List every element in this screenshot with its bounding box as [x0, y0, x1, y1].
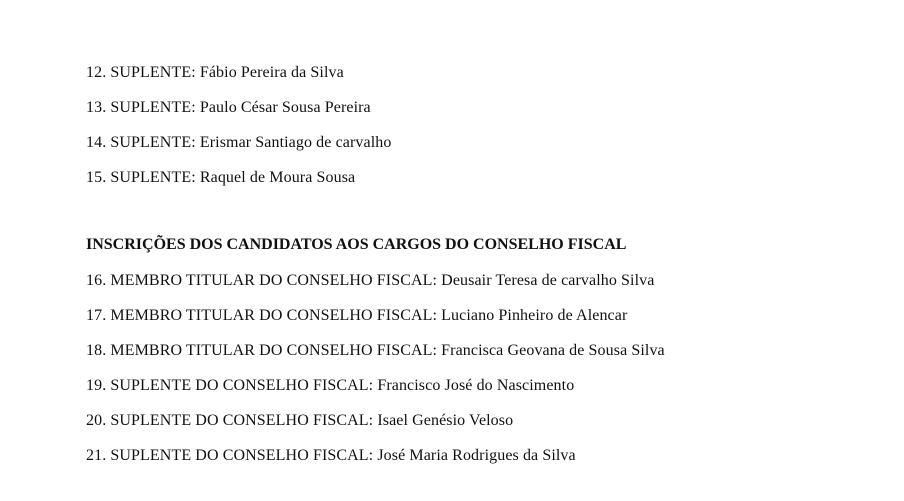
list-item: 20. SUPLENTE DO CONSELHO FISCAL: Isael Genésio Veloso	[86, 412, 514, 429]
list-item: 15. SUPLENTE: Raquel de Moura Sousa	[86, 169, 356, 186]
list-item: 17. MEMBRO TITULAR DO CONSELHO FISCAL: Luciano Pinheiro de Alencar	[86, 307, 628, 324]
suplentes-list	[86, 61, 866, 201]
section-heading-conselho-fiscal: INSCRIÇÕES DOS CANDIDATOS AOS CARGOS DO CONSELHO FISCAL	[86, 236, 627, 253]
list-item: 13. SUPLENTE: Paulo César Sousa Pereira	[86, 99, 371, 116]
list-item: 21. SUPLENTE DO CONSELHO FISCAL: José Maria Rodrigues da Silva	[86, 447, 576, 464]
list-item: 18. MEMBRO TITULAR DO CONSELHO FISCAL: Francisca Geovana de Sousa Silva	[86, 342, 665, 359]
list-item: 14. SUPLENTE: Erismar Santiago de carvalho	[86, 134, 392, 151]
list-item: 12. SUPLENTE: Fábio Pereira da Silva	[86, 64, 344, 81]
conselho-fiscal-list	[86, 269, 866, 479]
list-item: 19. SUPLENTE DO CONSELHO FISCAL: Francisco José do Nascimento	[86, 377, 575, 394]
list-item: 16. MEMBRO TITULAR DO CONSELHO FISCAL: Deusair Teresa de carvalho Silva	[86, 272, 655, 289]
